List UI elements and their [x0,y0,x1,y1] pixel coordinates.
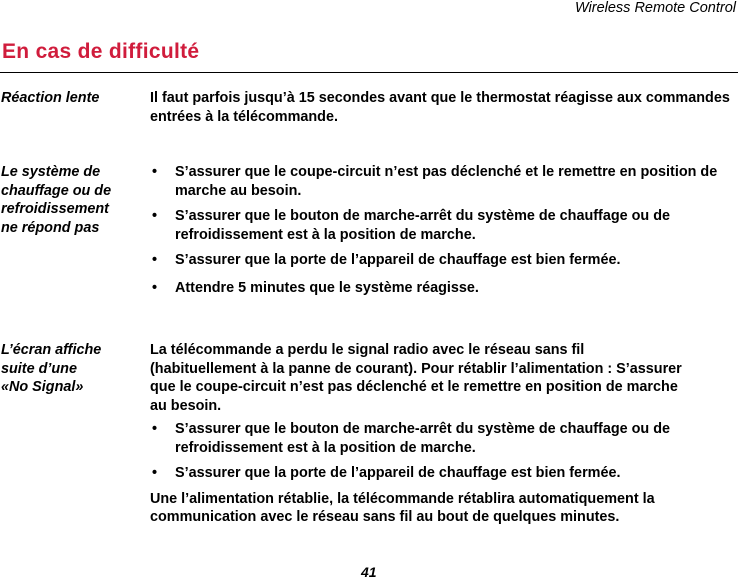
list-item: • Attendre 5 minutes que le système réagisse. [150,279,738,298]
list-item: • S’assurer que le bouton de marche-arrêt du système de chauffage ou de refroidissement est à la position de marche. [150,420,738,457]
bullet-list [150,420,738,483]
list-item: • S’assurer que le bouton de marche-arrêt du système de chauffage ou de refroidissement est à la position de marche. [150,207,738,244]
issue-label-no-signal: L’écran affiche suite d’une «No Signal» [1,342,102,395]
running-header: Wireless Remote Control [574,0,736,16]
section-title: En cas de difficulté [2,40,200,63]
list-item: • S’assurer que la porte de l’appareil de chauffage est bien fermée. [150,464,738,483]
title-rule [0,72,738,73]
issue-text-no-response [150,163,738,297]
issue-text-slow-response: Il faut parfois jusqu’à 15 secondes avant que le thermostat réagisse aux commandes entrées à la télécommande. [150,90,730,125]
issue-text-no-signal: La télécommande a perdu le signal radio avec le réseau sans fil (habituellement à la panne de courant). Pour rétablir l’alimentation : S’assurer que le coupe-circuit n’est pas déclenché et le remettre en position de marche au besoin. • S’assurer que le bouton de marche-arrêt du système de chauffage ou de refroidissement est à la position de marche. • S’assurer que la porte de l’appareil de chauffage est bien fermée. Une l’alimentation rétablie, la télécommande rétablira automatiquement la communication avec le réseau sans fil au bout de quelques minutes. [150,341,738,527]
issue-label-slow-response: Réaction lente [1,90,100,106]
bullet-list [150,163,738,297]
list-item: • S’assurer que la porte de l’appareil de chauffage est bien fermée. [150,251,738,270]
issue-label-no-response: Le système de chauffage ou de refroidissement ne répond pas [1,164,112,236]
page-number: 41 [361,564,377,580]
list-item: • S’assurer que le coupe-circuit n’est pas déclenché et le remettre en position de marche au besoin. [150,163,738,200]
